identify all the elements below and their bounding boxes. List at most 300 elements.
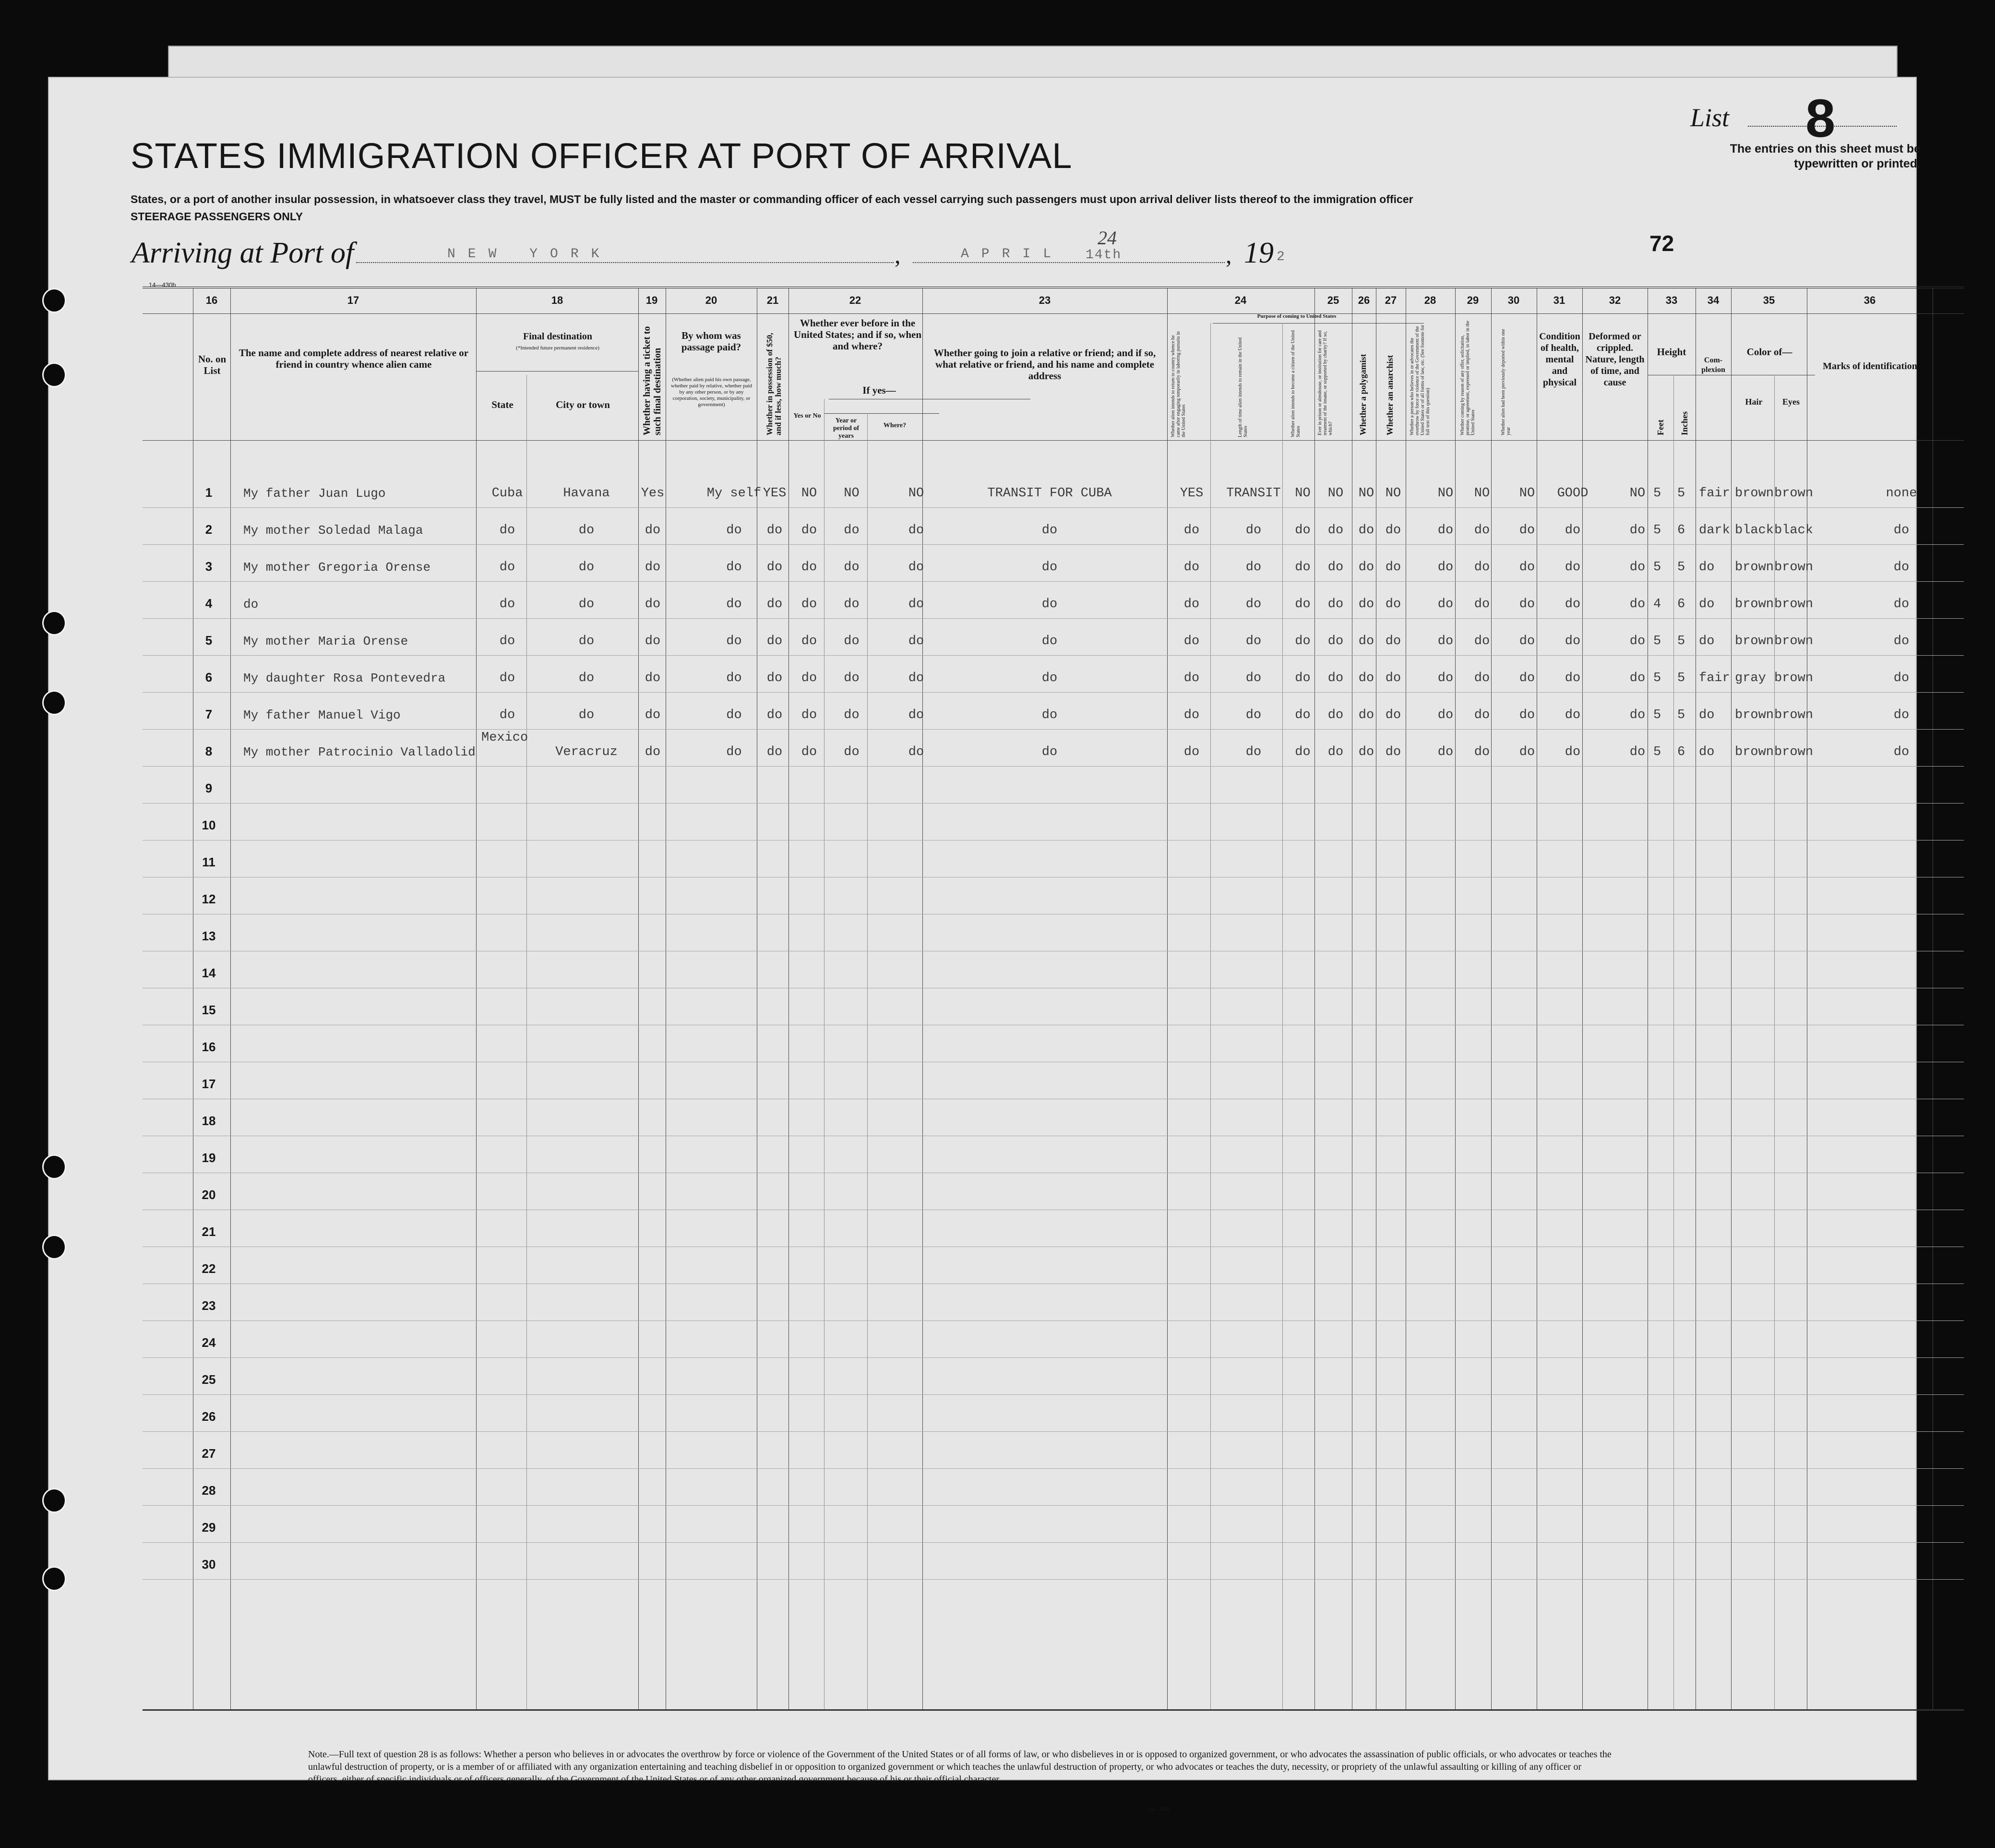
cell-year: do (844, 708, 860, 722)
colnum-26: 26 (1358, 294, 1370, 306)
cell-eyes: brown (1774, 560, 1814, 575)
header-final-destination: Final destination (523, 331, 592, 342)
footnote: Note.—Full text of question 28 is as follows: Whether a person who believes in or advocates the overthrow by force or violence of the Government of the United States or of all forms of law, or who disbelieves in or is opposed to organized government, or who advocates the assassination of public officials, or who advocates or teaches the unlawful destruction of property, or is a member of or affiliated with any organization entertaining and teaching disbelief in or opposition to organized government or which teaches the unlawful destruction of property, or who advocates or teaches the duty, necessity, or propriety of the unlawful assaulting or killing of any officer or officers, either of specific individuals or of officers generally, of the Government of the United States or of any other organized government because of his or their official character. (308, 1749, 1612, 1785)
cell-before: do (801, 634, 817, 648)
cell-state-country: Mexico (481, 731, 528, 745)
port-value: NEW YORK (447, 247, 612, 262)
row-number: 1 (205, 485, 213, 500)
form-code: 14—430b (149, 281, 176, 288)
cell-join: do (1041, 634, 1058, 648)
cell-inches: 5 (1677, 634, 1685, 648)
cell-inches: 5 (1677, 708, 1685, 722)
cell-hair: brown (1735, 486, 1774, 501)
vline (1582, 288, 1583, 1709)
cell-deported: do (1519, 560, 1535, 575)
header-fifty-dollars: Whether in possession of $50, and if less, how much? (765, 333, 783, 435)
header-prison: Ever in prison or almshouse, or institution for care and treatment of the insane, or supported by charity? If so, which? (1317, 330, 1333, 435)
cell-health: GOOD (1557, 486, 1589, 501)
row-rule (143, 544, 1964, 545)
cell-health: do (1565, 745, 1581, 759)
binder-hole (42, 288, 66, 313)
cell-complexion: fair (1699, 486, 1730, 501)
cell-join: do (1041, 597, 1058, 612)
comma-1: , (895, 241, 901, 268)
day-handwritten: 24 (1098, 227, 1117, 249)
row-rule (143, 692, 1964, 693)
cell-health: do (1565, 560, 1581, 575)
colnum-17: 17 (347, 294, 359, 306)
header-feet: Feet (1656, 420, 1665, 435)
row-rule (143, 729, 1964, 730)
row-number: 24 (202, 1335, 216, 1350)
list-label: List (1690, 103, 1730, 132)
vline (1167, 288, 1168, 1709)
cell-return: do (1183, 597, 1200, 612)
cell-deported: do (1519, 745, 1535, 759)
header-purpose: Purpose of coming to United States (1257, 313, 1337, 319)
cell-inches: 6 (1677, 523, 1685, 538)
port-line (356, 262, 894, 263)
cell-ticket: do (645, 523, 661, 538)
binder-hole (42, 1235, 66, 1260)
row-rule (143, 1357, 1964, 1358)
vline (476, 288, 477, 1709)
row-number: 5 (205, 633, 213, 648)
colnum-18: 18 (551, 294, 563, 306)
cell-overthrow: do (1437, 708, 1454, 722)
cell-paid-by: do (726, 560, 742, 575)
vline (1455, 288, 1456, 1709)
row-rule (143, 1579, 1964, 1580)
cell-hair: black (1735, 523, 1774, 538)
cell-paid-by: do (726, 634, 742, 648)
cell-labor: do (1474, 523, 1490, 538)
cell-complexion: do (1699, 708, 1715, 722)
cell-anarchist: do (1385, 708, 1401, 722)
header-labor-offer: Whether coming by reason of any offer, solicitation, promise, or agreement, expressed or implied, to labor in the United States (1460, 321, 1476, 435)
row-number: 10 (202, 818, 216, 832)
row-number: 3 (205, 559, 213, 574)
binder-hole (42, 611, 66, 636)
cell-anarchist: do (1385, 523, 1401, 538)
cell-eyes: brown (1774, 597, 1814, 612)
cell-deported: do (1519, 634, 1535, 648)
header-deported: Whether alien had been previously deported within one year (1501, 329, 1511, 435)
cell-health: do (1565, 671, 1581, 685)
cell-return: do (1183, 634, 1200, 648)
cell-labor: do (1474, 634, 1490, 648)
cell-relative: My daughter Rosa Pontevedra (243, 671, 446, 685)
cell-citizen: do (1295, 560, 1311, 575)
binder-hole (42, 1488, 66, 1513)
colnum-23: 23 (1039, 294, 1051, 306)
cell-relative: My mother Gregoria Orense (243, 560, 431, 575)
cell-return: YES (1180, 486, 1204, 501)
cell-prison: do (1327, 597, 1344, 612)
cell-feet: 5 (1653, 486, 1661, 501)
list-number: 8 (1805, 88, 1836, 148)
cell-overthrow: do (1437, 560, 1454, 575)
binder-hole (42, 1154, 66, 1179)
row-number: 8 (205, 744, 213, 758)
cell-city: Veracruz (555, 745, 618, 759)
row-number: 18 (202, 1114, 216, 1128)
binder-hole (42, 1566, 66, 1591)
rule-22b (824, 413, 939, 414)
row-number: 22 (202, 1261, 216, 1276)
cell-city: do (578, 634, 595, 648)
sheet-number: 72 (1649, 231, 1674, 256)
header-color-of: Color of— (1746, 346, 1792, 358)
header-nearest-relative: The name and complete address of nearest relative or friend in country whence alien came (239, 347, 469, 370)
colnum-29: 29 (1467, 294, 1479, 306)
vline (638, 288, 639, 1709)
header-citizen: Whether alien intends to become a citizen of the United States (1290, 330, 1301, 437)
comma-2: , (1226, 241, 1232, 268)
cell-feet: 5 (1653, 671, 1661, 685)
row-rule (143, 803, 1964, 804)
cell-length: do (1245, 708, 1262, 722)
colnum-27: 27 (1385, 294, 1397, 306)
row-number: 11 (202, 855, 215, 869)
cell-prison: do (1327, 671, 1344, 685)
row-number: 9 (205, 781, 213, 795)
cell-deformed: do (1629, 708, 1646, 722)
vline (788, 288, 789, 1709)
cell-deported: do (1519, 597, 1535, 612)
row-rule (143, 581, 1964, 582)
cell-return: do (1183, 671, 1200, 685)
cell-eyes: brown (1774, 745, 1814, 759)
cell-money: do (766, 708, 783, 722)
row-rule (143, 1542, 1964, 1543)
cell-relative: do (243, 597, 259, 612)
cell-before: do (801, 745, 817, 759)
cell-return: do (1183, 523, 1200, 538)
cell-money: YES (763, 486, 787, 501)
cell-where: do (908, 523, 924, 538)
vline (1491, 288, 1492, 1709)
row-rule (143, 1431, 1964, 1432)
cell-deformed: do (1629, 523, 1646, 538)
cell-feet: 4 (1653, 597, 1661, 612)
cell-labor: do (1474, 745, 1490, 759)
header-rule (143, 313, 1964, 314)
cell-health: do (1565, 708, 1581, 722)
cell-year: do (844, 745, 860, 759)
cell-hair: brown (1735, 745, 1774, 759)
cell-state: do (499, 523, 515, 538)
cell-feet: 5 (1653, 745, 1661, 759)
cell-prison: do (1327, 560, 1344, 575)
colnum-20: 20 (705, 294, 717, 306)
colnum-33: 33 (1665, 294, 1678, 306)
cell-anarchist: do (1385, 560, 1401, 575)
header-intends-return: Whether alien intends to return to country whence he came after engaging temporarily in laboring pursuits in the United States (1171, 331, 1186, 437)
cell-marks: none (1886, 486, 1917, 501)
row-number: 23 (202, 1298, 216, 1313)
date-line (913, 262, 1225, 263)
rule-18 (476, 371, 638, 372)
cell-state: Cuba (491, 486, 523, 501)
cell-hair: brown (1735, 560, 1774, 575)
header-bottom-rule (143, 440, 1964, 441)
cell-state: do (499, 708, 515, 722)
row-number: 15 (202, 1003, 216, 1017)
cell-prison: do (1327, 708, 1344, 722)
cell-health: do (1565, 634, 1581, 648)
cell-paid-by: My self (706, 486, 762, 501)
cell-paid-by: do (726, 597, 742, 612)
cell-paid-by: do (726, 523, 742, 538)
header-complexion: Com-plexion (1701, 356, 1725, 374)
cell-overthrow: do (1437, 597, 1454, 612)
header-anarchist: Whether an anarchist (1385, 355, 1395, 435)
cell-deported: do (1519, 523, 1535, 538)
cell-relative: My father Juan Lugo (243, 486, 386, 501)
cell-complexion: do (1699, 560, 1715, 575)
cell-citizen: do (1295, 671, 1311, 685)
row-rule (143, 766, 1964, 767)
cell-city: do (578, 523, 595, 538)
colnum-31: 31 (1553, 294, 1565, 306)
header-no-on-list: No. on List (198, 353, 227, 376)
cell-ticket: do (645, 708, 661, 722)
cell-where: do (908, 560, 924, 575)
cell-eyes: black (1774, 523, 1814, 538)
header-if-yes: If yes— (862, 384, 896, 396)
cell-overthrow: NO (1437, 486, 1454, 501)
header-length-of-time: Length of time alien intends to remain in the United States (1238, 337, 1248, 437)
cell-hair: brown (1735, 597, 1774, 612)
row-number: 4 (205, 596, 213, 611)
cell-length: do (1245, 671, 1262, 685)
cell-deformed: do (1629, 597, 1646, 612)
cell-length: do (1245, 523, 1262, 538)
cell-labor: NO (1474, 486, 1490, 501)
cell-citizen: do (1295, 634, 1311, 648)
row-number: 27 (202, 1446, 216, 1461)
cell-city: do (578, 671, 595, 685)
day-typed: 14th (1086, 248, 1122, 263)
cell-deformed: do (1629, 560, 1646, 575)
cell-join: do (1041, 523, 1058, 538)
cell-feet: 5 (1653, 523, 1661, 538)
cell-relative: My mother Soledad Malaga (243, 523, 423, 538)
cell-hair: brown (1735, 708, 1774, 722)
header-join-relative: Whether going to join a relative or friend; and if so, what relative or friend, and his name and complete address (933, 347, 1156, 382)
cell-money: do (766, 634, 783, 648)
cell-labor: do (1474, 560, 1490, 575)
colnum-25: 25 (1327, 294, 1339, 306)
header-final-destination-note: (*Intended future permanent residence) (516, 345, 599, 351)
cell-anarchist: NO (1385, 486, 1401, 501)
header-city: City or town (556, 399, 610, 410)
colnum-22: 22 (849, 294, 861, 306)
year-suffix: 2 (1277, 250, 1285, 264)
row-rule (143, 1505, 1964, 1506)
header-ever-before: Whether ever before in the United States; and if so, when and where? (793, 317, 922, 352)
row-number: 12 (202, 892, 216, 906)
cell-paid-by: do (726, 745, 742, 759)
cell-prison: do (1327, 745, 1344, 759)
cell-citizen: do (1295, 708, 1311, 722)
cell-year: do (844, 634, 860, 648)
cell-before: do (801, 560, 817, 575)
cell-overthrow: do (1437, 671, 1454, 685)
cell-before: NO (801, 486, 817, 501)
cell-polygamist: do (1358, 745, 1374, 759)
cell-polygamist: do (1358, 523, 1374, 538)
cell-year: do (844, 671, 860, 685)
cell-return: do (1183, 708, 1200, 722)
cell-year: do (844, 523, 860, 538)
year-prefix: 19 (1244, 237, 1274, 269)
cell-length: do (1245, 634, 1262, 648)
cell-ticket: Yes (641, 486, 665, 501)
cell-deported: do (1519, 708, 1535, 722)
row-rule (143, 1468, 1964, 1469)
cell-where: do (908, 634, 924, 648)
cell-feet: 5 (1653, 560, 1661, 575)
cell-length: do (1245, 745, 1262, 759)
cell-polygamist: do (1358, 708, 1374, 722)
cell-marks: do (1893, 523, 1910, 538)
cell-before: do (801, 708, 817, 722)
cell-inches: 5 (1677, 671, 1685, 685)
cell-citizen: do (1295, 745, 1311, 759)
cell-year: NO (844, 486, 860, 501)
header-marks: Marks of identification (1823, 361, 1917, 372)
cell-inches: 6 (1677, 597, 1685, 612)
cell-ticket: do (645, 560, 661, 575)
row-number: 26 (202, 1409, 216, 1424)
vline (1314, 288, 1315, 1709)
cell-year: do (844, 560, 860, 575)
colnum-28: 28 (1424, 294, 1436, 306)
row-number: 2 (205, 522, 213, 537)
row-number: 6 (205, 670, 213, 684)
header-passage-paid-note: (Whether alien paid his own passage, whether paid by relative, whether paid by any other person, or by any corporation, society, municipality, or government) (670, 377, 753, 408)
cell-deported: do (1519, 671, 1535, 685)
cell-where: do (908, 708, 924, 722)
cell-return: do (1183, 745, 1200, 759)
colnum-16: 16 (205, 294, 218, 306)
cell-where: do (908, 597, 924, 612)
cell-feet: 5 (1653, 708, 1661, 722)
cell-paid-by: do (726, 671, 742, 685)
cell-marks: do (1893, 634, 1910, 648)
cell-labor: do (1474, 671, 1490, 685)
cell-return: do (1183, 560, 1200, 575)
cell-state: do (499, 560, 515, 575)
header-condition: Condition of health, mental and physical (1539, 331, 1580, 388)
cell-ticket: do (645, 634, 661, 648)
form-subtitle: States, or a port of another insular possession, in whatsoever class they travel, MUST be fully listed and the master or commanding officer of each vessel carrying such passengers must upon arrival deliver lists thereof to the immigration officer (131, 193, 1413, 205)
cell-labor: do (1474, 597, 1490, 612)
form-title: STATES IMMIGRATION OFFICER AT PORT OF ARRIVAL (131, 136, 1073, 176)
cell-deformed: NO (1629, 486, 1646, 501)
cell-money: do (766, 560, 783, 575)
colnum-19: 19 (645, 294, 658, 306)
cell-ticket: do (645, 671, 661, 685)
cell-prison: do (1327, 634, 1344, 648)
entries-note: The entries on this sheet must be typewritten or printed. (1730, 142, 1921, 170)
colnum-30: 30 (1507, 294, 1520, 306)
header-yes-no: Yes or No (793, 412, 821, 420)
header-deformed: Deformed or crippled. Nature, length of time, and cause (1585, 331, 1645, 388)
cell-money: do (766, 523, 783, 538)
cell-citizen: do (1295, 523, 1311, 538)
cell-join: do (1041, 745, 1058, 759)
cell-length: TRANSIT (1226, 486, 1281, 501)
cell-before: do (801, 523, 817, 538)
row-number: 16 (202, 1040, 216, 1054)
cell-inches: 5 (1677, 486, 1685, 501)
cell-hair: brown (1735, 634, 1774, 648)
cell-eyes: brown (1774, 708, 1814, 722)
cell-polygamist: do (1358, 634, 1374, 648)
cell-where: do (908, 671, 924, 685)
cell-city: do (578, 560, 595, 575)
header-year-period: Year or period of years (833, 417, 860, 440)
cell-join: do (1041, 708, 1058, 722)
cell-prison: do (1327, 523, 1344, 538)
cell-citizen: do (1295, 597, 1311, 612)
vline (1673, 375, 1674, 1709)
cell-paid-by: do (726, 708, 742, 722)
cell-polygamist: do (1358, 671, 1374, 685)
row-number: 19 (202, 1151, 216, 1165)
colnum-35: 35 (1763, 294, 1775, 306)
cell-anarchist: do (1385, 671, 1401, 685)
header-where: Where? (883, 422, 907, 429)
row-rule (143, 1320, 1964, 1321)
cell-marks: do (1893, 597, 1910, 612)
row-number: 17 (202, 1077, 216, 1091)
cell-anarchist: do (1385, 597, 1401, 612)
cell-hair: gray (1735, 671, 1766, 685)
cell-complexion: do (1699, 634, 1715, 648)
colnum-34: 34 (1707, 294, 1720, 306)
arriving-label: Arriving at Port of (131, 237, 354, 269)
cell-citizen: NO (1295, 486, 1311, 501)
vline (922, 288, 923, 1709)
vline (1210, 323, 1211, 1709)
cell-eyes: brown (1774, 486, 1814, 501)
row-number: 13 (202, 929, 216, 943)
cell-join: TRANSIT FOR CUBA (987, 486, 1112, 501)
cell-anarchist: do (1385, 745, 1401, 759)
cell-health: do (1565, 597, 1581, 612)
row-rule (143, 507, 1964, 508)
row-number: 30 (202, 1557, 216, 1572)
row-number: 7 (205, 707, 213, 721)
cell-where: NO (908, 486, 924, 501)
manifest-table (143, 287, 1964, 1711)
cell-overthrow: do (1437, 523, 1454, 538)
vline (230, 288, 231, 1709)
row-number: 28 (202, 1483, 216, 1498)
footer-code: 14—430 (1148, 1806, 1170, 1812)
cell-length: do (1245, 560, 1262, 575)
colnum-36: 36 (1864, 294, 1876, 306)
cell-state: do (499, 671, 515, 685)
vline (1731, 288, 1732, 1709)
cell-marks: do (1893, 708, 1910, 722)
cell-city: Havana (563, 486, 610, 501)
row-number: 20 (202, 1188, 216, 1202)
